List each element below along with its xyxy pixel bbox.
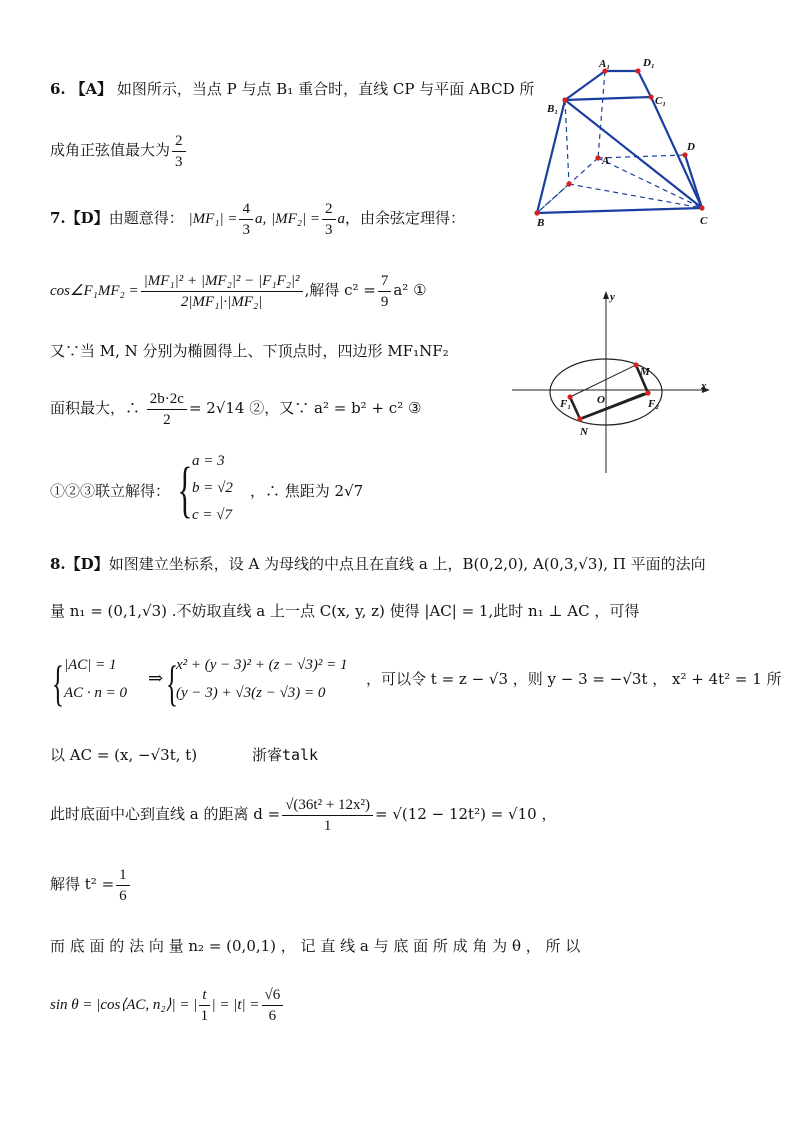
frustum-figure — [525, 50, 725, 230]
q7-line5a: ①②③联立解得： — [50, 482, 171, 500]
q8-d-frac: $\frac{\text{√(36t² + 12x²)}}{1}$ — [282, 795, 373, 836]
q7-text4b: = 2√14 ②，又∵ a² = b² + c² ③ — [188, 399, 422, 417]
q7-line5b: ，∴ 焦距为 2√7 — [250, 482, 364, 500]
q8-answer: 【D】 — [65, 555, 109, 573]
q7-text4: 面积最大，∴ — [50, 399, 141, 417]
q7-text1b: ，由余弦定理得： — [345, 209, 466, 227]
q7-sys-a: a = 3 — [192, 453, 225, 469]
q7-cos-lhs: cos∠F₁MF₂ = — [50, 283, 139, 299]
label-B: B — [537, 217, 545, 229]
label-x: x — [701, 380, 707, 392]
q7-brace: { — [177, 456, 193, 524]
q7-cos-tail: ,解得 c² = — [304, 281, 376, 299]
label-O: O — [597, 394, 605, 406]
q8-text4: 以 AC = (x, −√3t, t) — [50, 746, 198, 764]
q6-text: 如图所示，当点 P 与点 B₁ 重合时，直线 CP 与平面 ABCD 所 — [116, 80, 535, 98]
label-A: A — [602, 155, 610, 167]
q8-system-left — [64, 654, 127, 704]
q7-cos-tail2: a² ① — [393, 281, 427, 299]
q6-line1 — [50, 78, 534, 100]
q6-fraction: $\frac{2}{3}$ — [172, 131, 186, 172]
q8-line5 — [50, 792, 556, 836]
q8-text5b: = √(12 − 12t²) = √10 ， — [375, 805, 557, 823]
q8-t-frac: $\frac{1}{6}$ — [116, 865, 130, 906]
q8-line7: 而 底 面 的 法 向 量 n₂ = (0,0,1) ， 记 直 线 a 与 底 面 所 成 角 为 θ ， 所 以 — [50, 937, 581, 955]
q7-sys-b: b = √2 — [192, 480, 233, 496]
label-A1: A₁ — [599, 58, 611, 70]
q8-sys-r2: (y − 3) + √3(z − √3) = 0 — [176, 685, 326, 701]
q8-text8b: | = |t| = — [211, 997, 260, 1013]
q8-line2: 量 n₁ = (0,1,√3) .不妨取直线 a 上一点 C(x, y, z) 使得 |AC| = 1,此时 n₁ ⊥ AC ，可得 — [50, 602, 640, 620]
q7-mf1-tail: a, — [254, 211, 267, 227]
label-B1: B₁ — [547, 103, 559, 115]
q8-text5a: 此时底面中心到直线 a 的距离 d = — [50, 805, 281, 823]
q8-text1: 如图建立坐标系，设 A 为母线的中点且在直线 a 上，B(0,2,0), A(0,3,√3), Π 平面的法向 — [108, 555, 706, 573]
q7-c2-frac: $\frac{7}{9}$ — [378, 271, 392, 312]
q8-text6: 解得 t² = — [50, 875, 115, 893]
label-F2: F₂ — [648, 398, 660, 410]
q7-frac-mf1: $\frac{4}{3}$ — [239, 199, 253, 240]
q7-system — [192, 450, 233, 526]
q7-mf1: |MF₁| = — [188, 211, 238, 227]
q7-mf2-tail: a — [337, 211, 346, 227]
q7-line4 — [50, 386, 421, 430]
label-F1: F₁ — [560, 398, 572, 410]
label-C: C — [700, 215, 708, 227]
q8-text8a: sin θ = |cos⟨AC, n₂⟩| = | — [50, 997, 198, 1013]
q6-text2: 成角正弦值最大为 — [50, 141, 171, 159]
q8-brace-right: { — [166, 655, 178, 711]
label-D1: D₁ — [643, 57, 655, 69]
label-N: N — [580, 426, 588, 438]
q8-line4 — [50, 744, 318, 766]
label-y: y — [610, 291, 615, 303]
q7-cos-frac: $\frac{\text{|MF₁|² + |MF₂|² − |F₁F₂|²}}{\text{2|MF₁|·|MF₂|}}$ — [141, 271, 303, 312]
q7-mf2: |MF₂| = — [271, 211, 321, 227]
q8-s-frac: $\frac{t}{1}$ — [200, 986, 209, 1024]
q8-system-right — [176, 654, 347, 704]
q8-sys-l1: |AC| = 1 — [64, 657, 117, 673]
q8-line8 — [50, 982, 285, 1027]
q8-number: 8. — [50, 555, 66, 573]
q7-frac-mf2: $\frac{2}{3}$ — [322, 199, 336, 240]
q8-sys-r1: x² + (y − 3)² + (z − √3)² = 1 — [176, 657, 348, 673]
label-D: D — [687, 141, 695, 153]
q8-sys-l2: AC · n = 0 — [64, 685, 128, 701]
q6-number: 6. — [50, 80, 66, 98]
q7-answer: 【D】 — [65, 209, 109, 227]
q8-r-frac: $\frac{√6}{6}$ — [262, 985, 284, 1026]
q8-brace-left: { — [52, 655, 64, 711]
q8-line6 — [50, 862, 132, 906]
label-M: M — [640, 366, 650, 378]
q7-line2 — [50, 268, 427, 313]
q7-text1: 由题意得： — [108, 209, 184, 227]
ellipse-figure — [508, 285, 718, 480]
q8-watermark: 浙睿talk — [251, 746, 319, 764]
q8-arrow: ⇒ — [148, 668, 164, 689]
q7-sys-c: c = √7 — [192, 507, 233, 523]
q8-sys-tail: ，可以令 t = z − √3 ，则 y − 3 = −√3t ， x² + 4t² = 1 所 — [366, 670, 782, 688]
q6-answer: 【A】 — [70, 80, 113, 98]
q7-line1 — [50, 196, 465, 241]
label-C1: C₁ — [655, 95, 667, 107]
q7-line3: 又∵当 M, N 分别为椭圆得上、下顶点时，四边形 MF₁NF₂ — [50, 342, 449, 360]
q6-line2 — [50, 128, 188, 172]
q7-area-frac: $\frac{2b\cdot 2c}{2}$ — [147, 389, 187, 430]
q8-line1 — [50, 553, 706, 575]
q7-number: 7. — [50, 209, 66, 227]
